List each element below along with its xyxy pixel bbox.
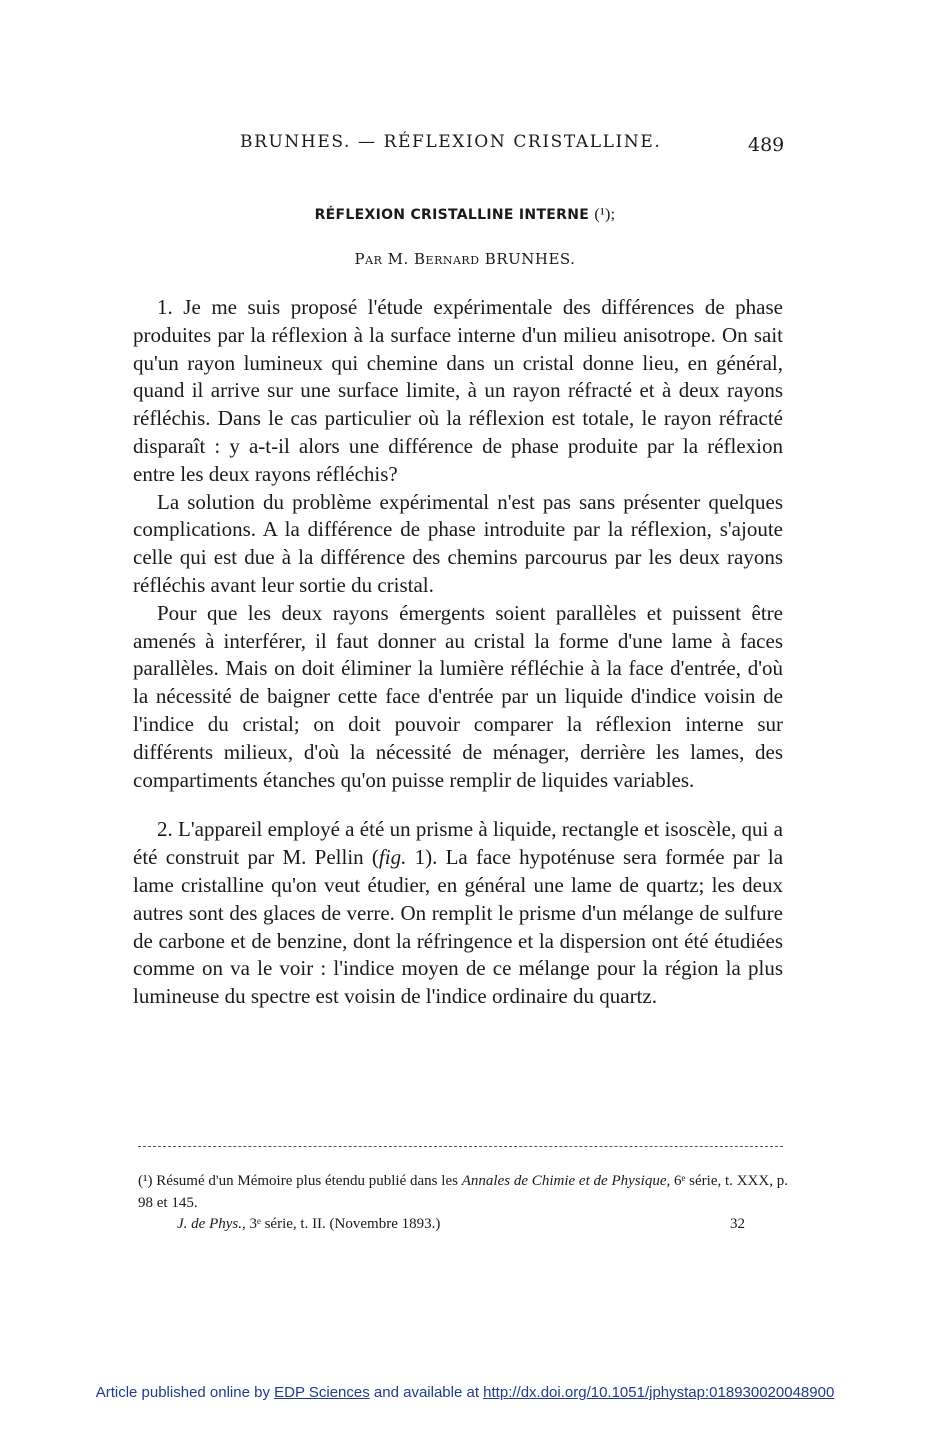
p4-part-1: 2. L'appareil employé a été un prisme à liquide, rectangle et isoscèle, qui a été construit par M. Pellin ( xyxy=(133,817,783,870)
footnote-journal: Annales de Chimie et de Physique, xyxy=(461,1173,671,1189)
paragraph-3: Pour que les deux rayons émergents soient parallèles et puissent être amenés à interférer, il faut donner au cristal la forme d'une lame à faces parallèles. Mais on doit éliminer la lumière réfléchie à la face d'entrée, d'où la nécessité de baigner cette face d'entrée par un liquide d'indice voisin de l'indice du cristal; on doit pouvoir comparer la réflexion interne sur différents milieux, d'où la nécessité de ménager, derrière les lames, des compartiments étanches qu'on puisse remplir de liquides variables. xyxy=(133,600,783,792)
paragraph-1: 1. Je me suis proposé l'étude expérimentale des différences de phase produites par la réflexion à la surface interne d'un milieu anisotrope. On sait qu'un rayon lumineux qui chemine dans un cristal donne lieu, en général, quand il arrive sur une surface limite, à un rayon réfracté et à deux rayons réfléchis. Dans le cas particulier où la réflexion est totale, le rayon réfracté disparaît : y a-t-il alors une différence de phase produite par la réflexion entre les deux rayons réfléchis? xyxy=(133,295,783,486)
figure-reference: fig. xyxy=(378,845,407,870)
paragraph-2: La solution du problème expérimental n'est pas sans présenter quelques complications. A la différence de phase introduite par la réflexion, s'ajoute celle qui est due à la différence des chemins parcourus par les deux rayons réfléchis avant leur sortie du cristal. xyxy=(133,489,783,597)
footnote-text xyxy=(138,1170,788,1214)
page-number: 489 xyxy=(748,134,785,156)
publication-banner xyxy=(0,1384,930,1401)
byline: Par M. Bernard BRUNHES. xyxy=(354,250,576,268)
sheet-number: 32 xyxy=(730,1216,745,1232)
footnote xyxy=(138,1170,788,1214)
title-text: RÉFLEXION CRISTALLINE INTERNE xyxy=(314,207,590,223)
doi-link[interactable]: http://dx.doi.org/10.1051/jphystap:018930020048900 xyxy=(483,1384,835,1401)
footnote-mark: (¹) xyxy=(138,1173,153,1189)
journal-details: 3ᵉ série, t. II. (Novembre 1893.) xyxy=(245,1216,441,1232)
publisher-link[interactable]: EDP Sciences xyxy=(274,1384,370,1401)
p4-part-2: 1). La face hypoténuse sera formée par la lame cristalline qu'on veut étudier, en général une lame de quartz; les deux autres sont des glaces de verre. On remplit le prisme d'un mélange de sulfure de carbone et de benzine, dont la réfringence et la dispersion ont été étudiées comme on va le voir : l'indice moyen de ce mélange pour la région la plus lumineuse du spectre est voisin de l'indice ordinaire du quartz. xyxy=(133,845,784,1009)
title-footnote-mark: (¹); xyxy=(594,206,616,223)
article-title xyxy=(0,206,930,224)
running-head: BRUNHES. — RÉFLEXION CRISTALLINE. xyxy=(240,132,662,152)
footnote-rule xyxy=(138,1146,783,1147)
journal-abbrev: J. de Phys., xyxy=(177,1216,246,1232)
banner-prefix: Article published online by xyxy=(95,1384,275,1401)
footnote-part-1: Résumé d'un Mémoire plus étendu publié dans les xyxy=(152,1173,462,1189)
footnote-part-2: 6ᵉ série, t. XXX, p. 98 et 145. xyxy=(138,1173,789,1211)
paragraph-4 xyxy=(133,816,783,1011)
journal-reference xyxy=(177,1216,440,1233)
banner-middle: and available at xyxy=(369,1384,484,1401)
article-body xyxy=(133,294,783,1011)
